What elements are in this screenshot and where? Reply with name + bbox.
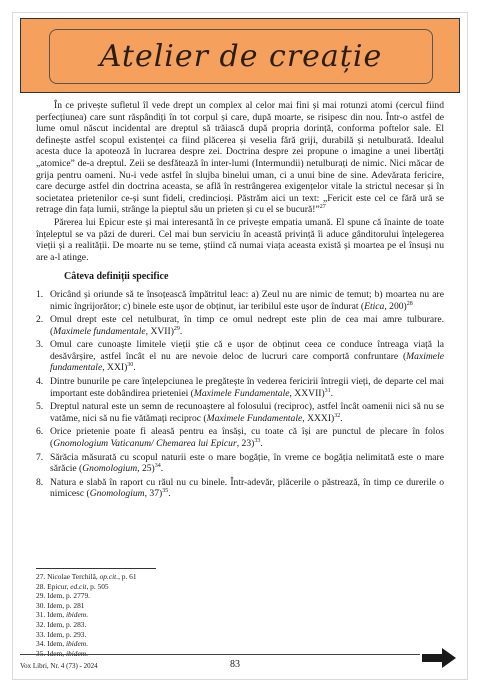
- section-banner: [20, 18, 460, 93]
- list-item: 8. Natura e slabă în raport cu răul nu cu binele. Într-adevăr, plăcerile o păstrează, în timp ce durerile o nimicesc (Gnomologium, 37)$^{35}$.: [36, 476, 444, 500]
- journal-name: Vox Libri, Nr. 4 (73) - 2024: [20, 662, 98, 670]
- footnote-ref[interactable]: 35: [162, 488, 169, 495]
- page-footer: [20, 654, 460, 674]
- footnote: 34. Idem, ibidem.: [36, 639, 88, 649]
- footnote-divider: [36, 568, 156, 569]
- list-item: 6. Orice prietenie poate fi aleasă pentru ea însăși, cu toate că își are punctul de plecare în folos (Gnomologium Vaticanum/ Chemarea lui Epicur, 23)$^{33}$.: [36, 426, 444, 450]
- footnote: 28. Epicur, ed.cit, p. 505: [36, 581, 109, 591]
- page-number: 83: [230, 659, 240, 670]
- list-item: 7. Sărăcia măsurată cu scopul naturii este o mare bogăție, în vreme ce bogăția nelimitată este o mare sărăcie (Gnomologium, 25)$^{34}$.: [36, 451, 444, 475]
- footnote-ref[interactable]: 34: [154, 463, 161, 470]
- footnote-ref[interactable]: 32: [334, 412, 341, 419]
- footnote: 33. Idem, p. 293.: [36, 629, 87, 639]
- footnotes: [36, 572, 336, 658]
- footnote-ref[interactable]: 27: [319, 204, 326, 211]
- paragraph-1: În ce privește sufletul îl vede drept un complex al celor mai fini și mai rotunzi atomi (cercul fiind perfecțiunea) care sunt răspândiți în tot corpul și care, după moarte, se risipesc din nou. Într-o astfel de lume omul născut incidental are dreptul să trăiască după propria dorință, conforma poftelor sale. El definește astfel scopul existenței ca fiind plăcerea și veselia fără griji, durabilă și netulburată. Idealul acesta duce la apoteoză în lucrarea despre zei. Doctrina despre zei propune o imagine a unei libertăți „atomice” de-a dreptul. Zeii se desfătează în inter-lumi (Intermundii) netulburați de nimic. Nici măcar de grija pentru oameni. Nu-i vede astfel în slujba binelui uman, ci a unui bine de sine. Adevărata fericire, care decurge astfel din doctrina aceasta, se află în restrângerea exigențelor vitale la strictul necesar și în societatea prietenilor ce-și sunt fideli, credincioși. Păstrăm aici un text: „Fericit este cel ce fără ură se retrage din fața lumii, strânge la pieptul său un prieten și cu el se bucură!”$^{27}$: [36, 100, 444, 216]
- footnote: 31. Idem, ibidem.: [36, 610, 88, 620]
- footnote-ref[interactable]: 30: [127, 362, 134, 369]
- banner-frame: [49, 29, 433, 84]
- list-item: 3. Omul care cunoaște limitele vieții știe că e ușor de obținut ceea ce conduce întreaga viață la desăvârșire, astfel încât el nu are nevoie deloc de lucruri care comportă confruntare (Maximele fundamentale, XXI)$^{30}$.: [36, 339, 444, 374]
- definition-list: [36, 289, 444, 500]
- list-item: 1. Oricând și oriunde să te însoțească împătritul leac: a) Zeul nu are nimic de temut; b) moartea nu are nimic îngrijorător; c) binele este ușor de obținut, iar teribilul este ușor de îndurat (Etica, 200)$^{28}$: [36, 288, 444, 312]
- footnote-ref[interactable]: 28: [406, 300, 413, 307]
- footnote: 30. Idem, p. 281: [36, 600, 85, 610]
- list-item: 5. Dreptul natural este un semn de recunoaștere al folosului (reciproc), astfel încât oamenii nici să nu se vatăme, nici să nu fie vătămați reciproc (Maximele Fundamentale, XXXI)$^{32}$.: [36, 401, 444, 424]
- footnote: 32. Idem, p. 283.: [36, 619, 87, 629]
- arrow-right-icon[interactable]: [422, 648, 456, 668]
- footnote: 35. Idem, ibidem.: [36, 648, 88, 658]
- footnote-ref[interactable]: 33: [254, 437, 261, 444]
- section-heading: Câteva definiții specifice: [64, 271, 169, 283]
- page-title: Atelier de creație: [99, 39, 383, 74]
- footnote-ref[interactable]: 29: [173, 325, 180, 332]
- footnote: 27. Nicolae Terchilă, op.cit., p. 61: [36, 572, 137, 581]
- footer-divider: [20, 654, 420, 655]
- paragraph-2: Părerea lui Epicur este și mai interesantă în ce privește empatia umană. El spune că înainte de toate înțeleptul se va păzi de dureri. Cel mai bun serviciu în această privință îi aduce gânditorului înțelegerea vieții și a realității. De moarte nu se teme, știind că numai viața aceasta există și moartea pe el însuși nu are a-l atinge.: [36, 216, 444, 263]
- list-item: 4. Dintre bunurile pe care înțelepciunea le pregătește în vederea fericirii întregii vieți, de departe cel mai important este dobândirea prieteniei (Maximele Fundamentale, XXVII)$^{31}$.: [36, 376, 444, 399]
- list-item: 2. Omul drept este cel netulburat, în timp ce omul nedrept este plin de cea mai amre tulburare. (Maximele fundamentale, XVII)$^{29}$.: [36, 314, 444, 337]
- article-body: [36, 100, 444, 502]
- footnote: 29. Idem, p. 2779.: [36, 591, 91, 601]
- intro: [36, 100, 444, 263]
- footnote-ref[interactable]: 31: [324, 387, 331, 394]
